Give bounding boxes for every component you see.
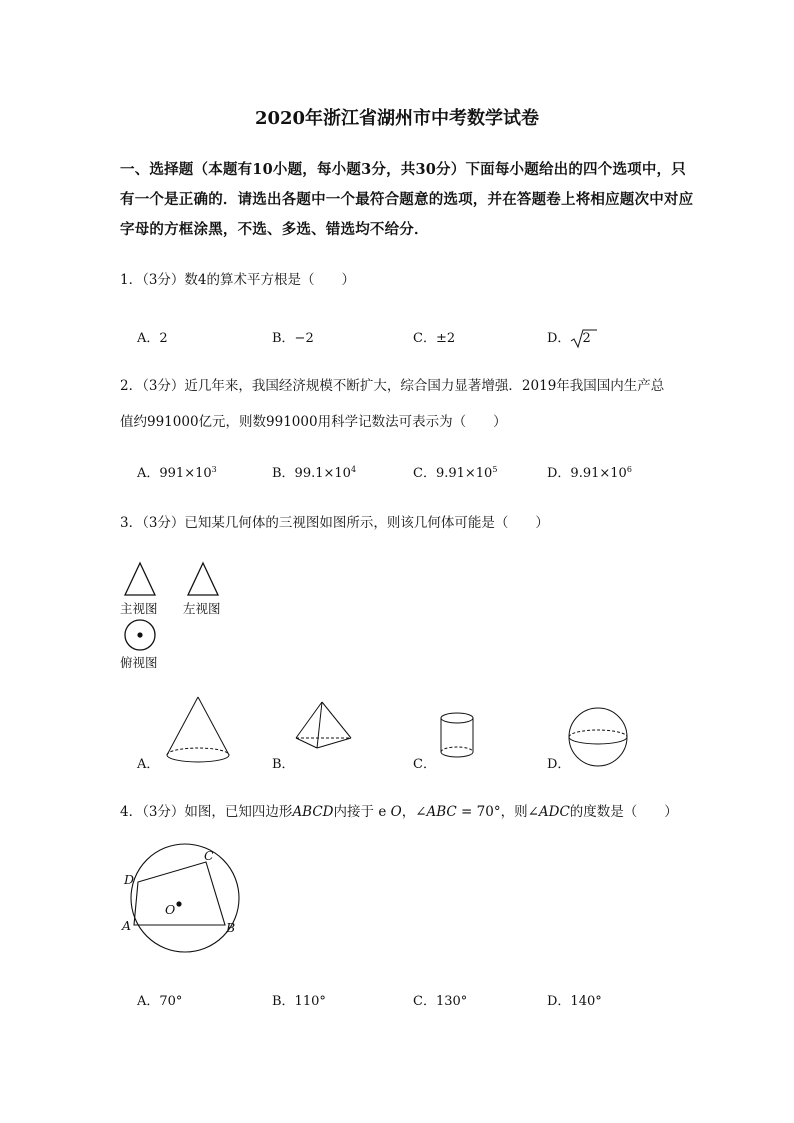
section-instruction-line-3: 字母的方框涂黑，不选、多选、错选均不给分．: [120, 221, 429, 238]
q4-option-a[interactable]: A．70°: [137, 994, 183, 1009]
q4-stem-prefix: 4．（3分）如图，已知四边形: [120, 804, 293, 820]
quadrilateral-abcd: [134, 862, 225, 925]
front-view-triangle: [125, 563, 155, 595]
q2-option-b[interactable]: [272, 462, 356, 481]
q3-option-b[interactable]: B．: [272, 757, 295, 772]
q3-option-a[interactable]: A．: [137, 757, 160, 772]
center-point-o: [176, 901, 181, 906]
q2-option-b-exp: 4: [350, 465, 357, 474]
q1-option-c[interactable]: C．±2: [413, 331, 456, 346]
q2-option-d[interactable]: [547, 462, 632, 481]
q4-stem-mid-1: 内接于: [333, 804, 375, 820]
q2-option-c-exp: 5: [492, 465, 498, 474]
q2-option-a[interactable]: [137, 462, 217, 481]
q4-circle-symbol: e: [378, 804, 387, 820]
q4-stem-mid-2: ，则: [500, 804, 528, 820]
left-view-label: 左视图: [183, 601, 221, 616]
q4-option-d[interactable]: D．140°: [547, 994, 602, 1009]
inscribed-quadrilateral-figure: [115, 845, 265, 955]
q1-stem: 1．（3分）数4的算术平方根是（ ）: [120, 272, 356, 288]
cone-icon[interactable]: [163, 695, 243, 765]
q3-option-c[interactable]: C．: [413, 757, 436, 772]
q2-stem-line-1: 2．（3分）近几年来，我国经济规模不断扩大，综合国力显著增强．2019年我国国内生产总: [120, 378, 665, 394]
top-view-label: 俯视图: [120, 655, 158, 670]
cylinder-icon[interactable]: [439, 710, 489, 780]
top-view-center-dot: [137, 632, 142, 637]
q3-stem: 3．（3分）已知某几何体的三视图如图所示，则该几何体可能是（ ）: [120, 515, 549, 531]
circle-o: [131, 844, 239, 952]
q2-option-d-base: D．9.91×10: [547, 466, 627, 481]
page-title: 2020年浙江省湖州市中考数学试卷: [254, 108, 540, 129]
sphere-icon[interactable]: [568, 707, 638, 777]
q4-separator: ，: [401, 804, 416, 820]
section-instruction-line-2: 有一个是正确的．请选出各题中一个最符合题意的选项，并在答题卷上将相应题次中对应: [120, 191, 694, 208]
q4-angle-adc: ∠ADC: [527, 804, 570, 820]
figure-label-d: D: [124, 872, 135, 887]
q4-eq-70: = 70°: [456, 804, 501, 820]
q1-option-d[interactable]: [547, 327, 591, 346]
front-view-label: 主视图: [120, 601, 158, 616]
q2-option-c-base: C．9.91×10: [413, 466, 493, 481]
q1-option-d-radicand: 2: [582, 331, 591, 346]
q2-stem-line-2: 值约991000亿元，则数991000用科学记数法可表示为（ ）: [120, 414, 507, 430]
q1-option-a[interactable]: A．2: [137, 331, 168, 346]
q2-option-c[interactable]: [413, 462, 497, 481]
q3-option-d[interactable]: D．: [547, 757, 571, 772]
q4-angle-abc: ∠ABC: [415, 804, 457, 820]
section-instruction-line-1: 一、选择题（本题有10小题，每小题3分，共30分）下面每小题给出的四个选项中，只: [120, 161, 686, 178]
q4-stem: [120, 800, 678, 820]
sqrt-icon: [570, 331, 590, 346]
q2-option-b-base: B．99.1×10: [272, 466, 351, 481]
q2-option-d-exp: 6: [626, 465, 632, 474]
q4-abcd: ABCD: [292, 804, 334, 820]
q1-option-b[interactable]: B．−2: [272, 331, 314, 346]
q2-option-a-base: A．991×10: [137, 466, 212, 481]
pyramid-icon[interactable]: [293, 700, 363, 770]
figure-label-c: C: [204, 848, 214, 863]
q1-option-d-label: D．: [547, 331, 571, 346]
q4-option-b[interactable]: B．110°: [272, 994, 326, 1009]
q4-o: O: [390, 804, 402, 820]
q4-stem-suffix: 的度数是（ ）: [569, 804, 678, 820]
figure-label-b: B: [226, 920, 236, 935]
left-view-triangle: [188, 563, 218, 595]
figure-label-a: A: [122, 918, 132, 933]
q2-option-a-exp: 3: [211, 465, 217, 474]
figure-label-o: O: [165, 902, 176, 917]
q4-option-c[interactable]: C．130°: [413, 994, 468, 1009]
